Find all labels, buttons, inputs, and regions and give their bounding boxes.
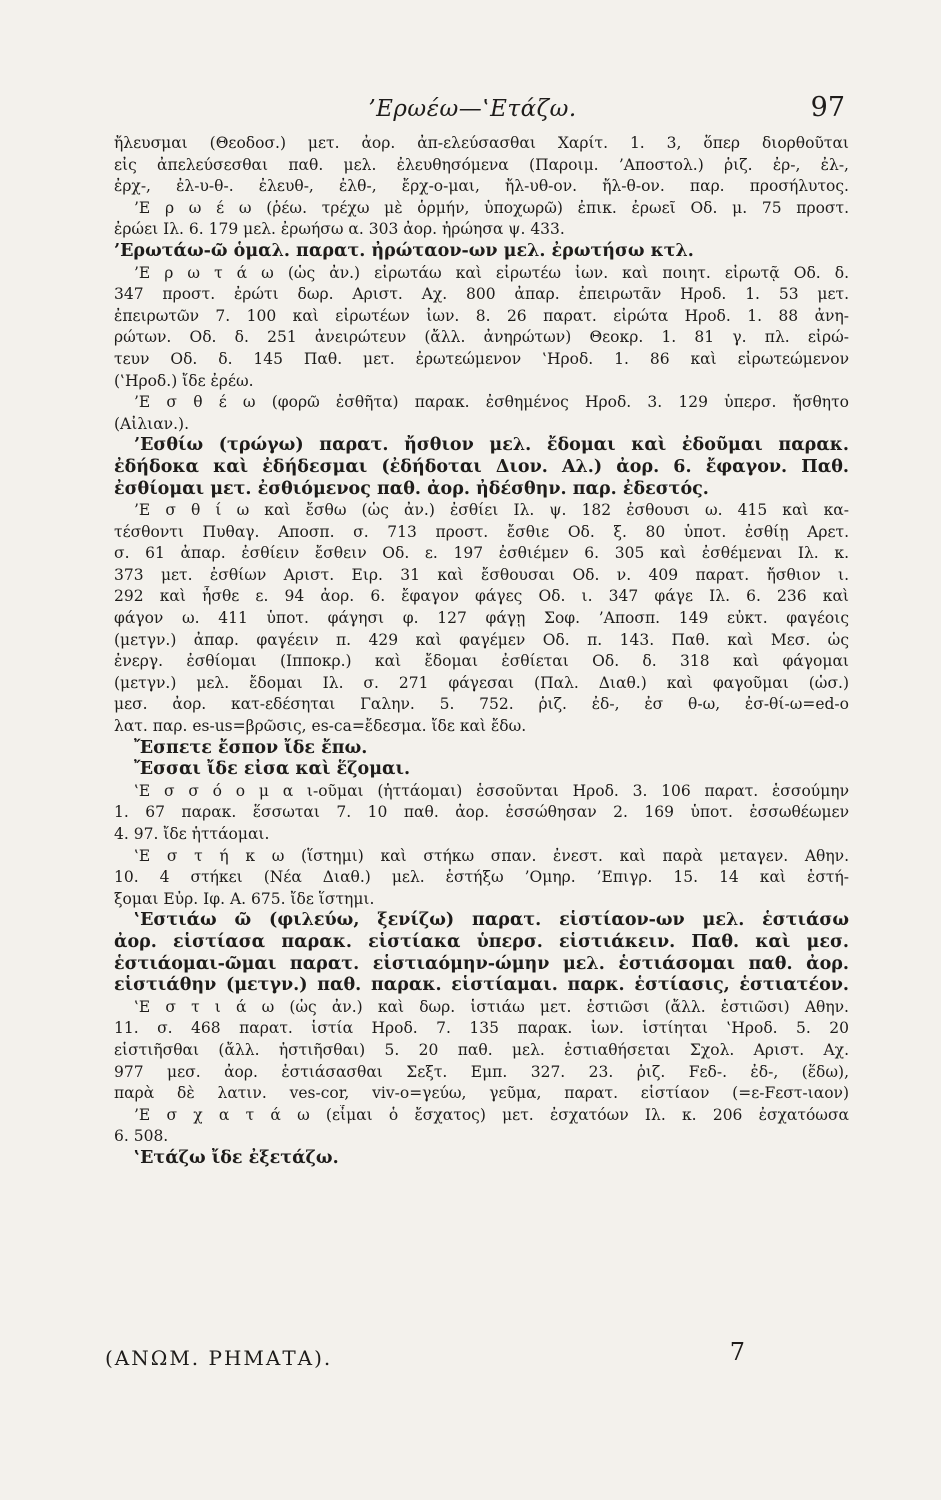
page-header	[100, 92, 845, 132]
text-line: ’Ε σ θ έ ω (φορῶ ἐσθῆτα) παρακ. ἐσθημένος Ηροδ. 3. 129 ὑπερσ. ἤσθητο	[134, 393, 849, 412]
text-line: 292 καὶ ἦσθε ε. 94 ἀορ. 6. ἔφαγον φάγες Οδ. ι. 347 φάγε Ιλ. 6. 236 καὶ	[114, 587, 849, 606]
entry-headword-line: ἀορ. εἱστίασα παρακ. εἱστίακα ὑπερσ. εἱστιάκειν. Παθ. καὶ μεσ.	[114, 931, 849, 952]
entry-headword-line: εἱστιάθην (μετγν.) παθ. παρακ. εἱστίαμαι. παρκ. ἑστίασις, ἑστιατέον.	[114, 975, 849, 996]
text-line: λατ. παρ. es-us=βρῶσις, es-ca=ἔδεσμα. ἴδε καὶ ἔδω.	[114, 717, 527, 736]
entry-headword-line: ἐδήδοκα καὶ ἐδήδεσμαι (ἐδήδοται Διον. Αλ.) ἀορ. 6. ἔφαγον. Παθ.	[114, 456, 849, 477]
entry-headword-line: ’Ερωτάω-ῶ ὁμαλ. παρατ. ἠρώταον-ων μελ. ἐρωτήσω κτλ.	[114, 240, 694, 261]
text-line: ἐρχ-, ἐλ-υ-θ-. ἐλευθ-, ἐλθ-, ἔρχ-ο-μαι, ἤλ-υθ-ον. ἤλ-θ-ον. παρ. προσήλυτος.	[114, 177, 849, 196]
text-line: εἰς ἀπελεύσεσθαι παθ. μελ. ἐλευθησόμενα (Παροιμ. ’Αποστολ.) ῥιζ. ἐρ-, ἐλ-,	[114, 155, 849, 174]
text-line: ἐπειρωτῶν 7. 100 καὶ εἰρωτέων ἰων. 8. 26 παρατ. εἰρώτα Ηροδ. 1. 88 ἀνη-	[114, 306, 849, 325]
page-number: 97	[810, 92, 845, 123]
text-line: σ. 61 ἀπαρ. ἐσθίειν ἔσθειν Οδ. ε. 197 ἐσθιέμεν 6. 305 καὶ ἐσθέμεναι Ιλ. κ.	[114, 544, 849, 563]
text-line: ’Ε ρ ω τ ά ω (ὡς ἀν.) εἰρωτάω καὶ εἰρωτέω ἰων. καὶ ποιητ. εἰρωτᾷ Οδ. δ.	[134, 263, 849, 282]
text-line: 11. σ. 468 παρατ. ἱστία Ηροδ. 7. 135 παρακ. ἰων. ἱστίηται ‛Ηροδ. 5. 20	[114, 1019, 849, 1038]
entry-headword-line: ’Εσθίω (τρώγω) παρατ. ἤσθιον μελ. ἔδομαι καὶ ἐδοῦμαι παρακ.	[134, 435, 849, 456]
text-line: ‛Ε σ τ ή κ ω (ἵστημι) καὶ στήκω σπαν. ἐνεστ. καὶ παρὰ μεταγεν. Αθην.	[134, 846, 849, 865]
text-line: (μετγν.) ἀπαρ. φαγέειν π. 429 καὶ φαγέμεν Οδ. π. 143. Παθ. καὶ Μεσ. ὡς	[114, 630, 849, 649]
text-line: ‛Ε σ σ ό ο μ α ι-οῦμαι (ἡττάομαι) ἑσσοῦνται Ηροδ. 3. 106 παρατ. ἑσσούμην	[134, 781, 849, 800]
entry-headword-line: ‛Ετάζω ἴδε ἐξετάζω.	[134, 1147, 339, 1168]
text-line: ἤλευσμαι (Θεοδοσ.) μετ. ἀορ. ἀπ-ελεύσασθαι Χαρίτ. 1. 3, ὅπερ διορθοῦται	[114, 134, 849, 152]
signature-number: 7	[729, 1338, 745, 1366]
entry-headword-line: ‛Εστιάω ῶ (φιλεύω, ξενίζω) παρατ. εἱστίαον-ων μελ. ἑστιάσω	[134, 910, 849, 931]
text-line: τέσθοντι Πυθαγ. Αποσπ. σ. 713 προστ. ἔσθιε Οδ. ξ. 80 ὑποτ. ἐσθίῃ Αρετ.	[114, 522, 849, 541]
page-footer	[105, 1338, 845, 1378]
text-line: τευν Οδ. δ. 145 Παθ. μετ. ἐρωτεώμενον ‛Ηροδ. 1. 86 καὶ εἰρωτεώμενον	[114, 349, 849, 368]
text-line: (‛Ηροδ.) ἴδε ἐρέω.	[114, 371, 254, 390]
text-line: 10. 4 στήκει (Νέα Διαθ.) μελ. ἑστήξω ’Ομηρ. ’Επιγρ. 15. 14 καὶ ἑστή-	[114, 868, 849, 887]
text-line: φάγον ω. 411 ὑποτ. φάγησι φ. 127 φάγῃ Σοφ. ’Αποσπ. 149 εὐκτ. φαγέοις	[114, 609, 849, 628]
text-line: 6. 508.	[114, 1127, 169, 1146]
text-line: ξομαι Εὐρ. Ιφ. Α. 675. ἴδε ἵστημι.	[114, 889, 375, 908]
text-line: ‛Ε σ τ ι ά ω (ὡς ἀν.) καὶ δωρ. ἱστιάω μετ. ἑστιῶσι (ἄλλ. ἑστιῶσι) Αθην.	[134, 997, 849, 1016]
entry-headword-line: ἑστιάομαι-ῶμαι παρατ. εἱστιαόμην-ώμην μελ. ἑστιάσομαι παθ. ἀορ.	[114, 953, 849, 974]
text-line: ρώτων. Οδ. δ. 251 ἀνειρώτευν (ἄλλ. ἀνηρώτων) Θεοκρ. 1. 81 γ. πλ. εἰρώ-	[114, 328, 849, 347]
text-line: ’Ε σ θ ί ω καὶ ἔσθω (ὡς ἀν.) ἐσθίει Ιλ. ψ. 182 ἐσθουσι ω. 415 καὶ κα-	[134, 501, 849, 520]
printer-signature: (ΑΝΩΜ. ΡΗΜΑΤΑ).	[105, 1346, 333, 1370]
dictionary-text	[114, 133, 849, 1170]
entry-headword-line: ἐσθίομαι μετ. ἐσθιόμενος παθ. ἀορ. ἠδέσθην. παρ. ἐδεστός.	[114, 478, 709, 499]
entry-headword-line: Ἔσπετε ἔσπον ἴδε ἔπω.	[134, 737, 368, 758]
text-line: εἱστιῆσθαι (ἄλλ. ἡστιῆσθαι) 5. 20 παθ. μελ. ἑστιαθήσεται Σχολ. Αριστ. Αχ.	[114, 1040, 849, 1059]
running-title: ’Ερωέω—‛Ετάζω.	[368, 96, 577, 122]
text-line: 373 μετ. ἐσθίων Αριστ. Ειρ. 31 καὶ ἔσθουσαι Οδ. ν. 409 παρατ. ἤσθιον ι.	[114, 565, 849, 584]
text-line: 347 προστ. ἐρώτι δωρ. Αριστ. Αχ. 800 ἀπαρ. ἐπειρωτᾶν Ηροδ. 1. 53 μετ.	[114, 285, 849, 304]
text-line: ’Ε ρ ω έ ω (ῥέω. τρέχω μὲ ὁρμήν, ὑποχωρῶ) ἐπικ. ἐρωεῖ Οδ. μ. 75 προστ.	[134, 198, 849, 217]
text-line: 977 μεσ. ἀορ. ἑστιάσασθαι Σεξτ. Εμπ. 327. 23. ῥιζ. Fεδ-. ἐδ-, (ἕδω),	[114, 1062, 849, 1081]
text-line: (Αἰλιαν.).	[114, 414, 190, 433]
text-line: 1. 67 παρακ. ἕσσωται 7. 10 παθ. ἀορ. ἑσσώθησαν 2. 169 ὑποτ. ἑσσωθέωμεν	[114, 803, 849, 822]
text-line: ἐρώει Ιλ. 6. 179 μελ. ἐρωήσω α. 303 ἀορ. ἠρώησα ψ. 433.	[114, 220, 565, 239]
text-line: (μετγν.) μελ. ἔδομαι Ιλ. σ. 271 φάγεσαι (Παλ. Διαθ.) καὶ φαγοῦμαι (ὡσ.)	[114, 673, 849, 692]
text-line: παρὰ δὲ λατιν. ves-cor, viv-o=γεύω, γεῦμα, παρατ. εἱστίαον (=ε-Fεστ-ιαον)	[114, 1084, 849, 1103]
entry-headword-line: Ἔσσαι ἴδε εἶσα καὶ ἕζομαι.	[134, 759, 411, 780]
text-line: ’Ε σ χ α τ ά ω (εἶμαι ὁ ἔσχατος) μετ. ἐσχατόων Ιλ. κ. 206 ἐσχατόωσα	[134, 1105, 849, 1124]
text-line: 4. 97. ἴδε ἡττάομαι.	[114, 825, 270, 843]
text-line: ἐνεργ. ἐσθίομαι (Ιπποκρ.) καὶ ἔδομαι ἐσθίεται Οδ. δ. 318 καὶ φάγομαι	[114, 652, 849, 671]
text-line: μεσ. ἀορ. κατ-εδέσηται Γαλην. 5. 752. ῥιζ. ἐδ-, ἐσ θ-ω, ἐσ-θί-ω=ed-o	[114, 695, 849, 714]
